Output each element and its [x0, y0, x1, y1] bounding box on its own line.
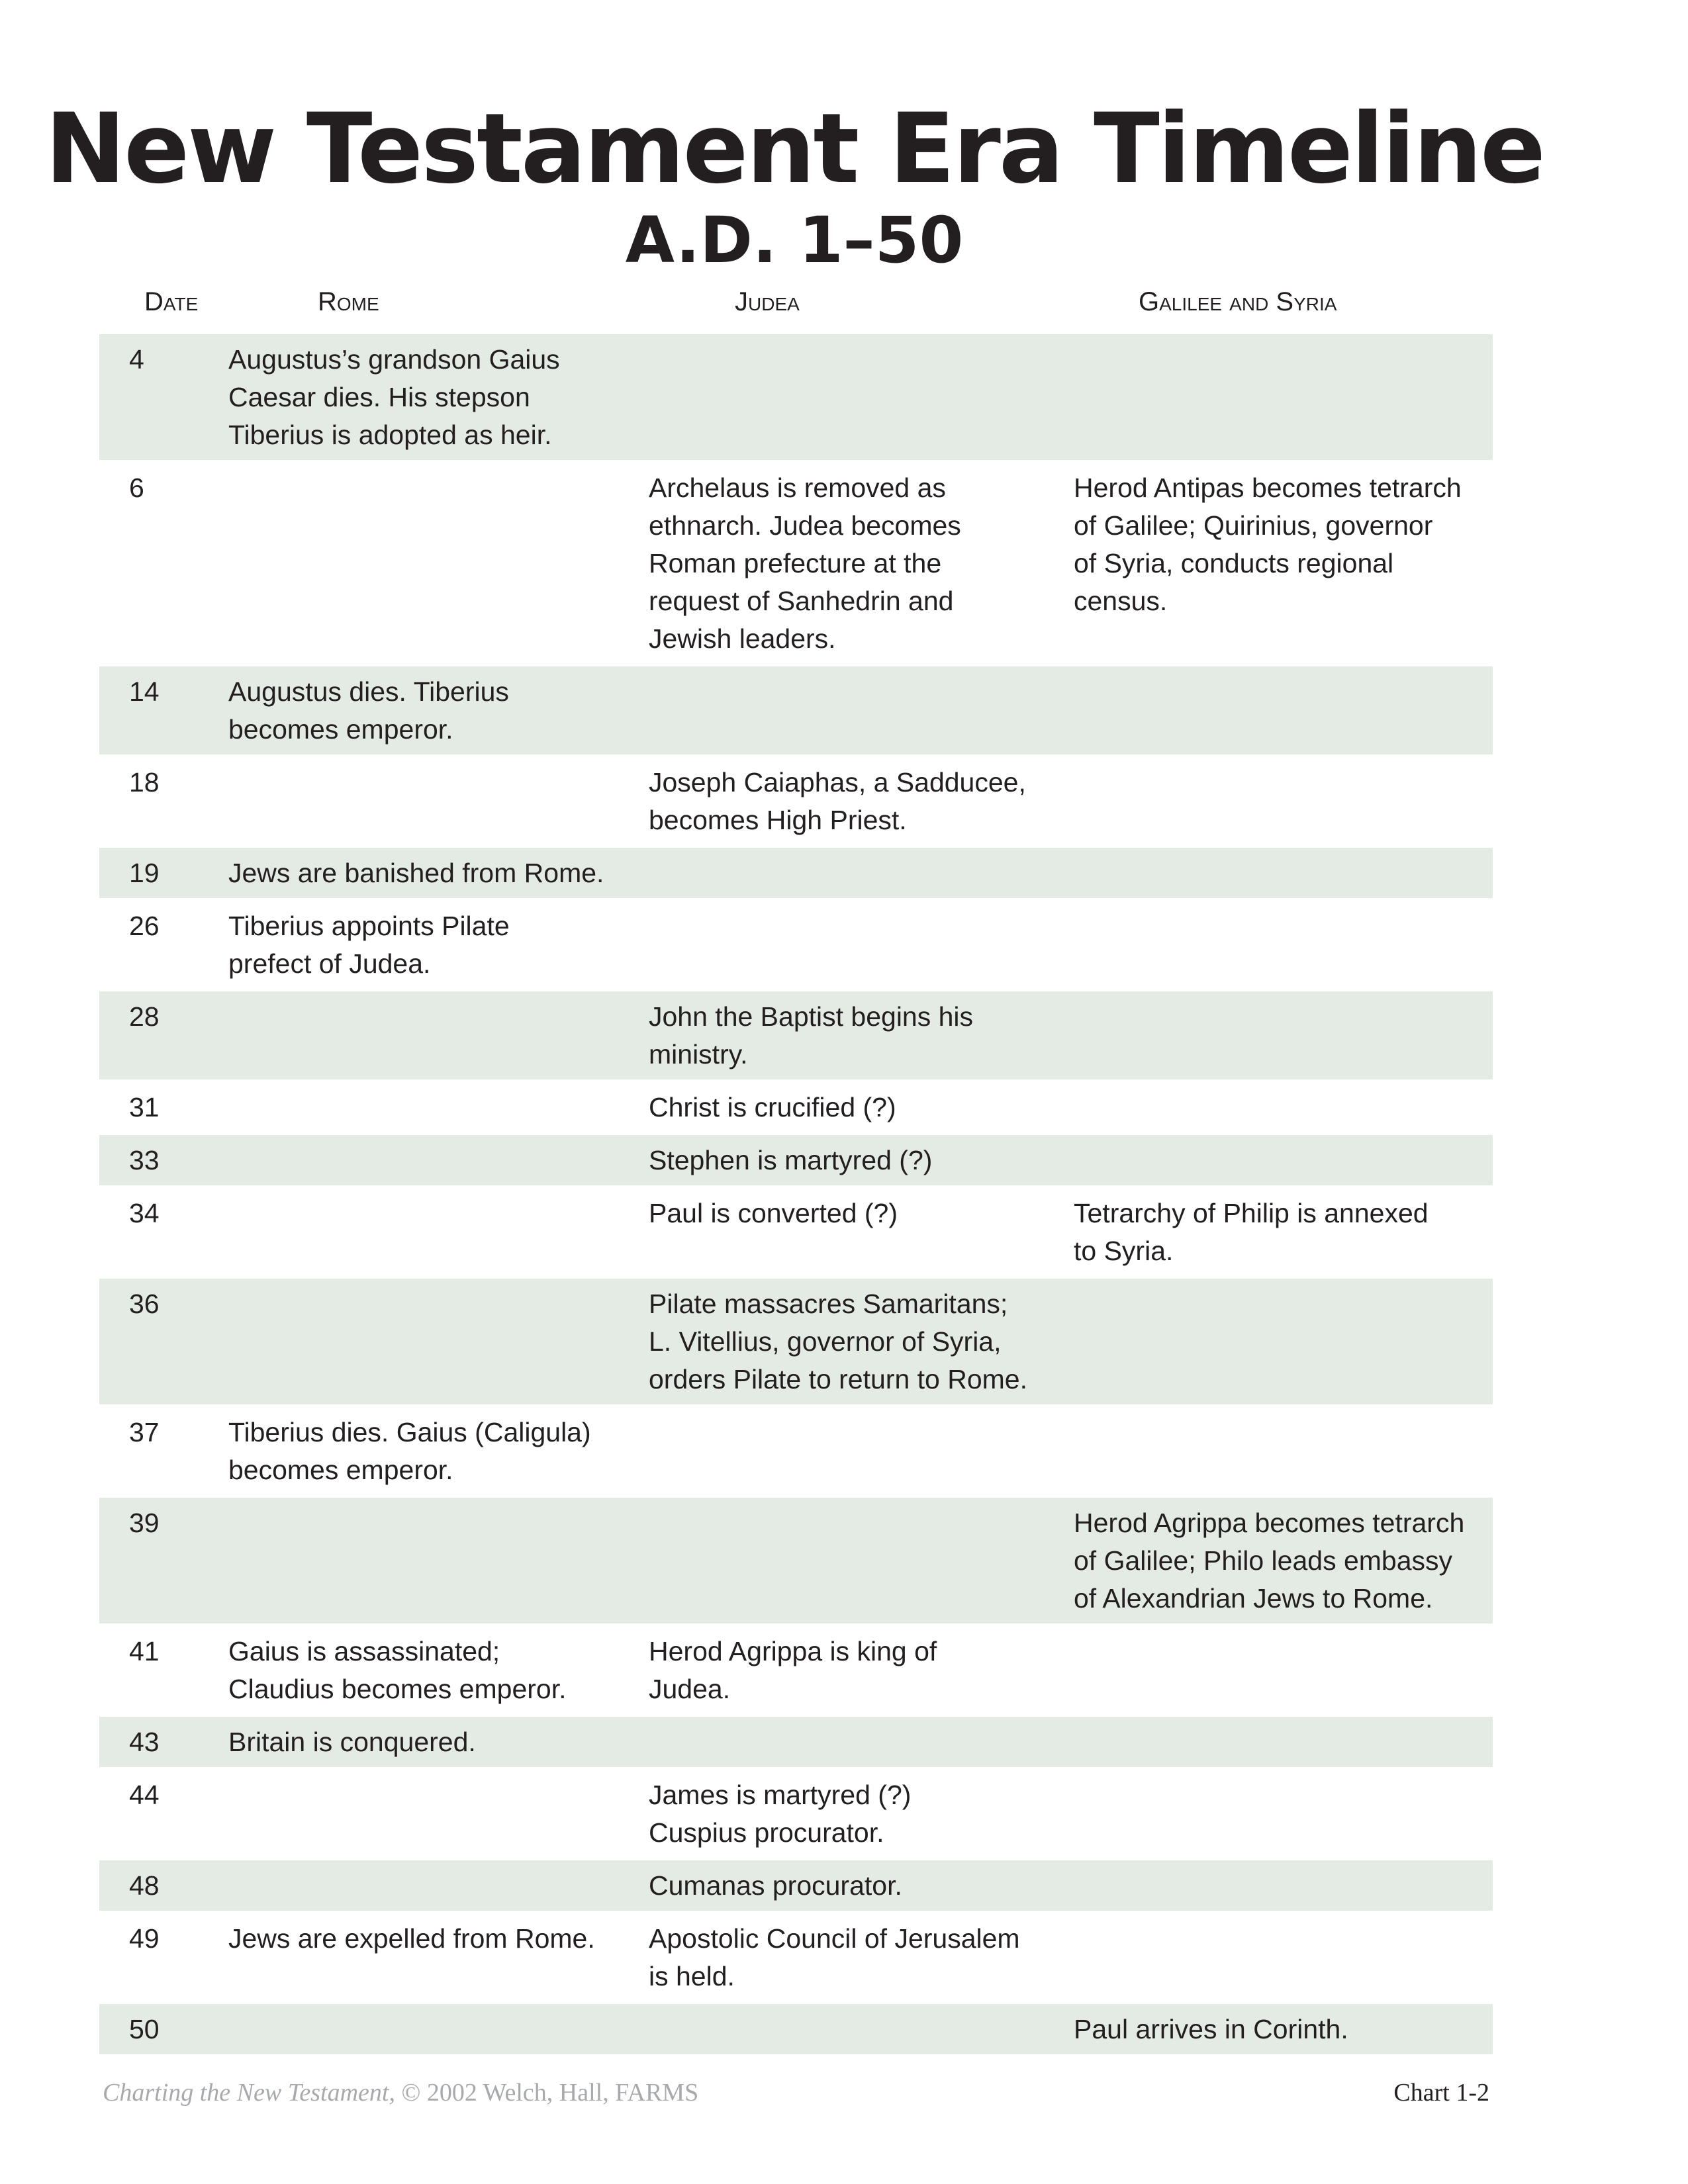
date-cell: 19	[129, 858, 160, 888]
table-row	[99, 463, 1493, 666]
table-row	[99, 991, 1493, 1082]
column-header-galilee-syria: Galilee and Syria	[1139, 287, 1337, 316]
rome-cell: Jews are banished from Rome.	[228, 858, 604, 888]
date-cell: 14	[129, 676, 160, 707]
table-row	[99, 1407, 1493, 1498]
judea-cell: Stephen is martyred (?)	[649, 1145, 933, 1175]
table-row	[99, 334, 1493, 463]
judea-cell: Pilate massacres Samaritans; L. Vitellius, governor of Syria, orders Pilate to return to Rome.	[649, 1289, 1027, 1394]
table-row	[99, 1135, 1493, 1188]
judea-cell: John the Baptist begins his ministry.	[649, 1001, 974, 1069]
date-cell: 28	[129, 1001, 160, 1032]
rome-cell: Gaius is assassinated; Claudius becomes emperor.	[228, 1636, 567, 1704]
column-header-rome: Rome	[318, 287, 379, 316]
date-cell: 34	[129, 1198, 160, 1228]
date-cell: 4	[129, 344, 144, 375]
timeline-table	[99, 334, 1493, 2057]
date-cell: 33	[129, 1145, 160, 1175]
judea-cell: Christ is crucified (?)	[649, 1092, 896, 1122]
column-header-date: Date	[144, 287, 199, 316]
date-cell: 31	[129, 1092, 160, 1122]
table-row	[99, 1717, 1493, 1770]
rome-cell: Britain is conquered.	[228, 1727, 476, 1757]
footer-book-title: Charting the New Testament,	[103, 2079, 395, 2107]
date-cell: 37	[129, 1417, 160, 1447]
table-row	[99, 1770, 1493, 1860]
date-cell: 43	[129, 1727, 160, 1757]
column-header-judea: Judea	[735, 287, 800, 316]
judea-cell: Archelaus is removed as ethnarch. Judea becomes Roman prefecture at the request of Sanhedrin and Jewish leaders.	[649, 473, 961, 654]
table-row	[99, 1188, 1493, 1279]
date-cell: 44	[129, 1780, 160, 1810]
table-row	[99, 666, 1493, 757]
rome-cell: Tiberius appoints Pilate prefect of Judea.	[228, 911, 510, 979]
judea-cell: Apostolic Council of Jerusalem is held.	[649, 1923, 1020, 1991]
date-cell: 6	[129, 473, 144, 503]
date-cell: 18	[129, 767, 160, 797]
table-row	[99, 1913, 1493, 2004]
table-row	[99, 848, 1493, 901]
date-cell: 49	[129, 1923, 160, 1954]
table-row	[99, 1498, 1493, 1626]
galilee-syria-cell: Tetrarchy of Philip is annexed to Syria.	[1074, 1198, 1429, 1266]
rome-cell: Augustus dies. Tiberius becomes emperor.	[228, 676, 509, 745]
date-cell: 26	[129, 911, 160, 941]
date-cell: 39	[129, 1508, 160, 1538]
judea-cell: James is martyred (?) Cuspius procurator.	[649, 1780, 912, 1848]
table-row	[99, 757, 1493, 848]
table-row	[99, 1860, 1493, 1913]
judea-cell: Herod Agrippa is king of Judea.	[649, 1636, 937, 1704]
galilee-syria-cell: Paul arrives in Corinth.	[1074, 2014, 1348, 2044]
judea-cell: Cumanas procurator.	[649, 1870, 902, 1901]
page-title: New Testament Era Timeline	[45, 93, 1544, 205]
judea-cell: Joseph Caiaphas, a Sadducee, becomes High Priest.	[649, 767, 1026, 835]
footer-credit	[103, 2078, 698, 2107]
table-row	[99, 2004, 1493, 2057]
date-cell: 41	[129, 1636, 160, 1666]
rome-cell: Augustus’s grandson Gaius Caesar dies. His stepson Tiberius is adopted as heir.	[228, 344, 560, 450]
date-cell: 36	[129, 1289, 160, 1319]
footer-chart-number: Chart 1-2	[1393, 2079, 1489, 2107]
table-row	[99, 1279, 1493, 1407]
galilee-syria-cell: Herod Agrippa becomes tetrarch of Galilee; Philo leads embassy of Alexandrian Jews to Rome.	[1074, 1508, 1465, 1614]
date-cell: 50	[129, 2014, 160, 2044]
table-row	[99, 1082, 1493, 1135]
judea-cell: Paul is converted (?)	[649, 1198, 898, 1228]
rome-cell: Tiberius dies. Gaius (Caligula) becomes emperor.	[228, 1417, 591, 1485]
footer-copyright: © 2002 Welch, Hall, FARMS	[395, 2079, 699, 2107]
date-cell: 48	[129, 1870, 160, 1901]
rome-cell: Jews are expelled from Rome.	[228, 1923, 595, 1954]
table-row	[99, 1626, 1493, 1717]
page-subtitle: A.D. 1–50	[625, 203, 964, 277]
galilee-syria-cell: Herod Antipas becomes tetrarch of Galilee; Quirinius, governor of Syria, conducts regional census.	[1074, 473, 1462, 616]
table-row	[99, 901, 1493, 991]
